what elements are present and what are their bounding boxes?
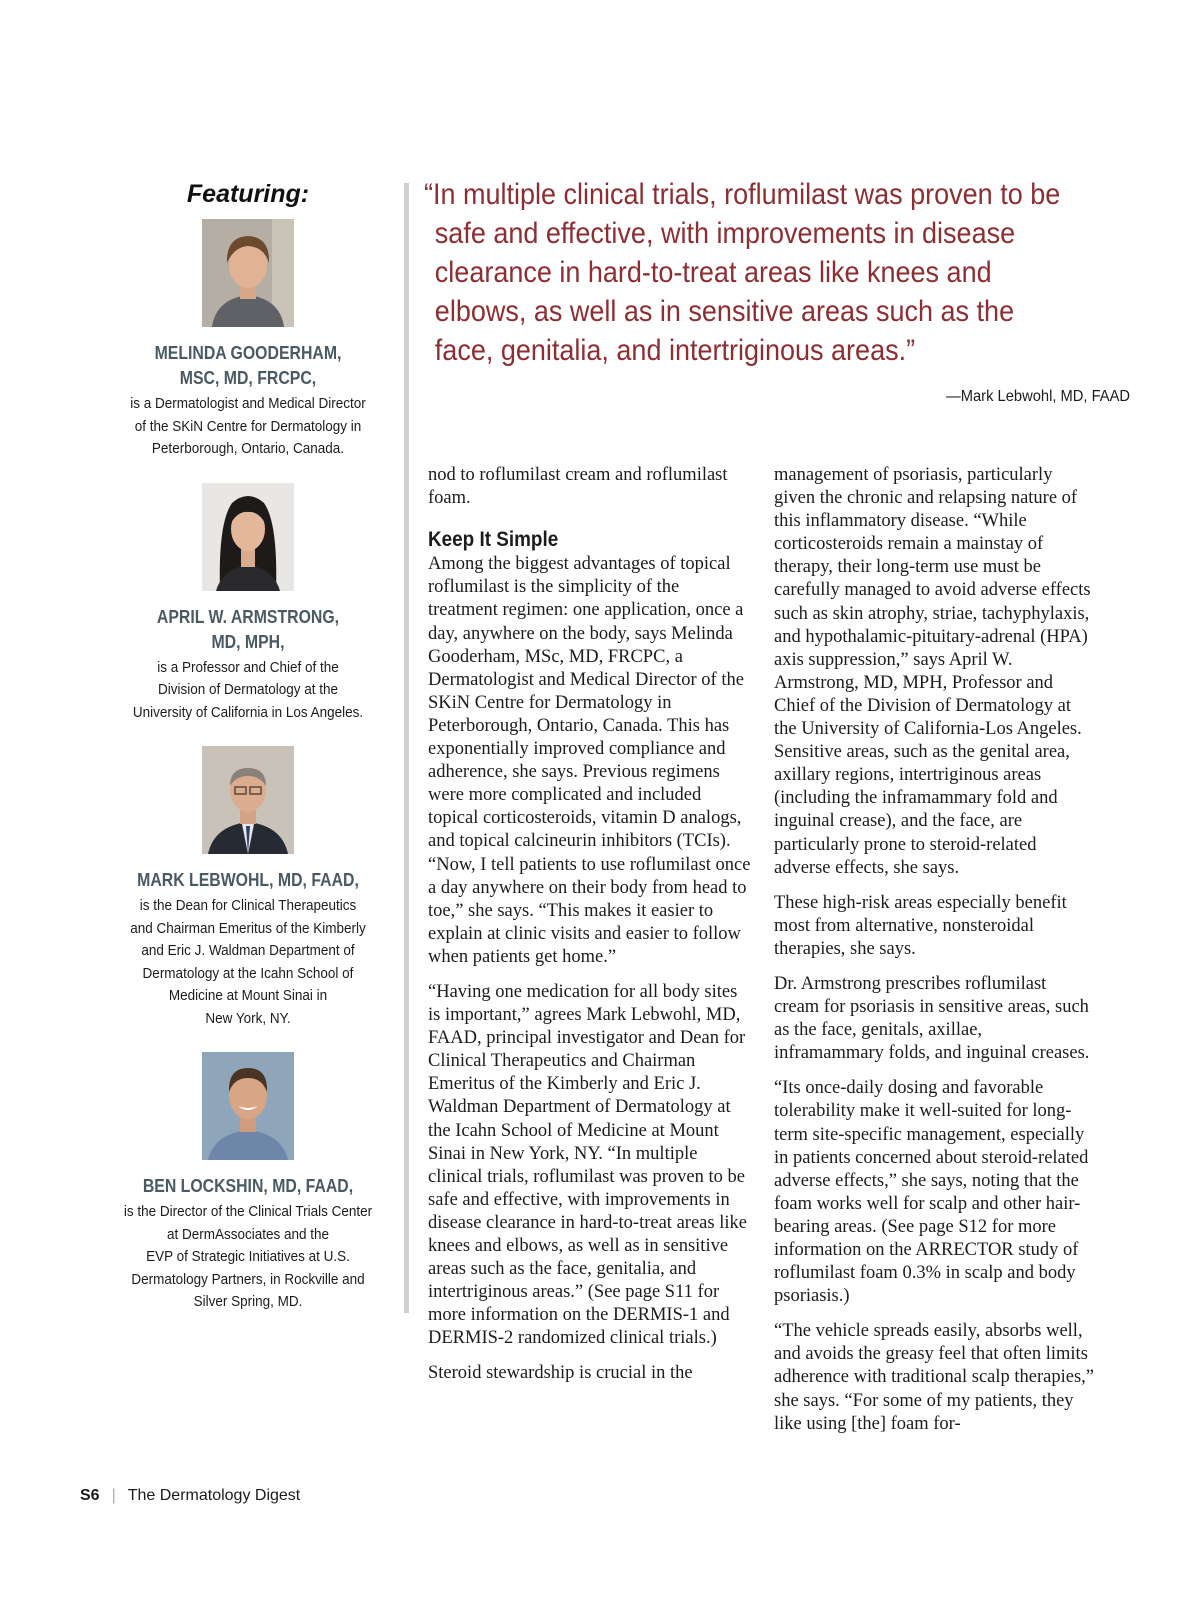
article-column-1 — [428, 464, 753, 1398]
featured-person-armstrong — [108, 483, 388, 725]
desc-line: EVP of Strategic Initiatives at U.S. — [146, 1248, 350, 1265]
desc-line: of the SKiN Centre for Dermatology in — [134, 417, 362, 435]
article-paragraph: nod to roflumilast cream and roflumilast foam. — [428, 465, 728, 509]
page-footer — [80, 1487, 300, 1505]
pull-quote-text: “In multiple clinical trials, roflumilast was proven to be safe and effective, with improvements in disease clearance in hard-to-treat areas like knees and elbows, as well as in sensitive areas such as the face, genitalia, and intertriginous areas.” — [424, 178, 1061, 367]
desc-line: Dermatology Partners, in Rockville and — [131, 1270, 365, 1288]
article-paragraph: management of psoriasis, particularly given the chronic and relapsing nature of this inflammatory disease. “While corticosteroids remain a mainstay of therapy, their long-term use must be carefully managed to avoid adverse effects such as skin atrophy, striae, tachyphylaxis, and hypothalamic-pituitary-adrenal (HPA) axis suppression,” says April W. Armstrong, MD, MPH, Professor and Chief of the Division of Dermatology at the University of California-Los Angeles. Sensitive areas, such as the genital area, axillary regions, intertriginous areas (including the inframammary fold and inguinal crease), and the face, are particularly prone to steroid-related adverse effects, she says. — [774, 465, 1091, 878]
featuring-heading: Featuring: — [186, 180, 310, 208]
person-credentials: MD, MPH, — [211, 631, 285, 652]
desc-line: Medicine at Mount Sinai in — [168, 987, 328, 1004]
desc-line: is the Director of the Clinical Trials Center — [123, 1203, 373, 1220]
article-column-2 — [774, 464, 1096, 1448]
desc-line: University of California in Los Angeles. — [132, 703, 364, 721]
desc-line: Peterborough, Ontario, Canada. — [151, 440, 345, 457]
article-paragraph: Among the biggest advantages of topical roflumilast is the simplicity of the treatment regimen: one application, once a day, anywhere on the body, says Melinda Gooderham, MSc, MD, FRCPC, a Dermatologist and Medical Director of the SKiN Centre for Dermatology in Peterborough, Ontario, Canada. This has exponentially improved compliance and adherence, she says. Previous regimens were more complicated and included topical corticosteroids, vitamin D analogs, and topical calcineurin inhibitors (TCIs). “Now, I tell patients to use roflumilast once a day anywhere on their body from head to toe,” she says. “This makes it easier to explain at clinic visits and easier to follow when patients get home.” — [428, 554, 751, 967]
person-description — [104, 895, 392, 1030]
desc-line: Silver Spring, MD. — [193, 1293, 303, 1310]
desc-line: at DermAssociates and the — [166, 1225, 330, 1243]
column-divider — [404, 183, 409, 1313]
article-paragraph: Steroid stewardship is crucial in the — [428, 1363, 693, 1384]
desc-line: is a Dermatologist and Medical Director — [130, 395, 366, 412]
featured-person-lebwohl — [108, 746, 388, 1030]
headshot-photo — [202, 1052, 294, 1160]
article-paragraph: These high-risk areas especially benefit most from alternative, nonsteroidal therapies, she says. — [774, 892, 1067, 959]
article-paragraph: Dr. Armstrong prescribes roflumilast cream for psoriasis in sensitive areas, such as the face, genitals, axillae, inframammary folds, and inguinal creases. — [774, 973, 1090, 1064]
person-description — [104, 657, 392, 725]
featured-person-lockshin — [108, 1052, 388, 1314]
desc-line: Division of Dermatology at the — [157, 681, 339, 698]
page-number: S6 — [80, 1487, 100, 1504]
desc-line: is a Professor and Chief of the — [157, 658, 339, 676]
person-description — [104, 1201, 392, 1314]
article-paragraph: “The vehicle spreads easily, absorbs well, and avoids the greasy feel that often limits adherence with traditional scalp therapies,” she says. “For some of my patients, they like using [the] foam for- — [774, 1321, 1095, 1434]
person-name: BEN LOCKSHIN, MD, FAAD, — [142, 1176, 354, 1196]
featuring-sidebar — [108, 180, 388, 1336]
desc-line: is the Dean for Clinical Therapeutics — [139, 897, 357, 914]
desc-line: and Chairman Emeritus of the Kimberly — [130, 919, 366, 937]
desc-line: and Eric J. Waldman Department of — [141, 942, 355, 959]
section-heading: Keep It Simple — [428, 528, 559, 552]
person-name: MELINDA GOODERHAM, — [154, 343, 342, 363]
person-description — [104, 393, 392, 461]
pull-quote-attribution: —Mark Lebwohl, MD, FAAD — [945, 388, 1130, 405]
person-name: MARK LEBWOHL, MD, FAAD, — [137, 870, 359, 890]
article-paragraph: “Having one medication for all body sites is important,” agrees Mark Lebwohl, MD, FAAD, principal investigator and Dean for Clinical Therapeutics and Chairman Emeritus of the Kimberly and Eric J. Waldman Department of Dermatology at the Icahn School of Medicine at Mount Sinai in New York, NY. “In multiple clinical trials, roflumilast was proven to be safe and effective, with improvements in disease clearance in hard-to-treat areas like knees and elbows, as well as in sensitive areas such as the face, genitalia, and intertriginous areas.” (See page S11 for more information on the DERMIS-1 and DERMIS-2 randomized clinical trials.) — [428, 981, 747, 1349]
article-paragraph: “Its once-daily dosing and favorable tolerability make it well-suited for long-term site-specific management, especially in patients concerned about steroid-related adverse effects,” she says, noting that the foam works well for scalp and other hair-bearing areas. (See page S12 for more information on the ARRECTOR study of roflumilast foam 0.3% in scalp and body psoriasis.) — [774, 1078, 1089, 1307]
person-name: APRIL W. ARMSTRONG, — [156, 606, 340, 627]
headshot-photo — [202, 483, 294, 591]
person-credentials: MSC, MD, FRCPC, — [179, 368, 317, 388]
headshot-photo — [202, 746, 294, 854]
featured-person-gooderham — [108, 219, 388, 461]
headshot-photo — [202, 219, 294, 327]
footer-separator: | — [111, 1487, 116, 1504]
pull-quote — [424, 175, 1063, 370]
desc-line: New York, NY. — [205, 1009, 291, 1027]
publication-name: The Dermatology Digest — [127, 1487, 301, 1504]
desc-line: Dermatology at the Icahn School of — [142, 964, 354, 982]
